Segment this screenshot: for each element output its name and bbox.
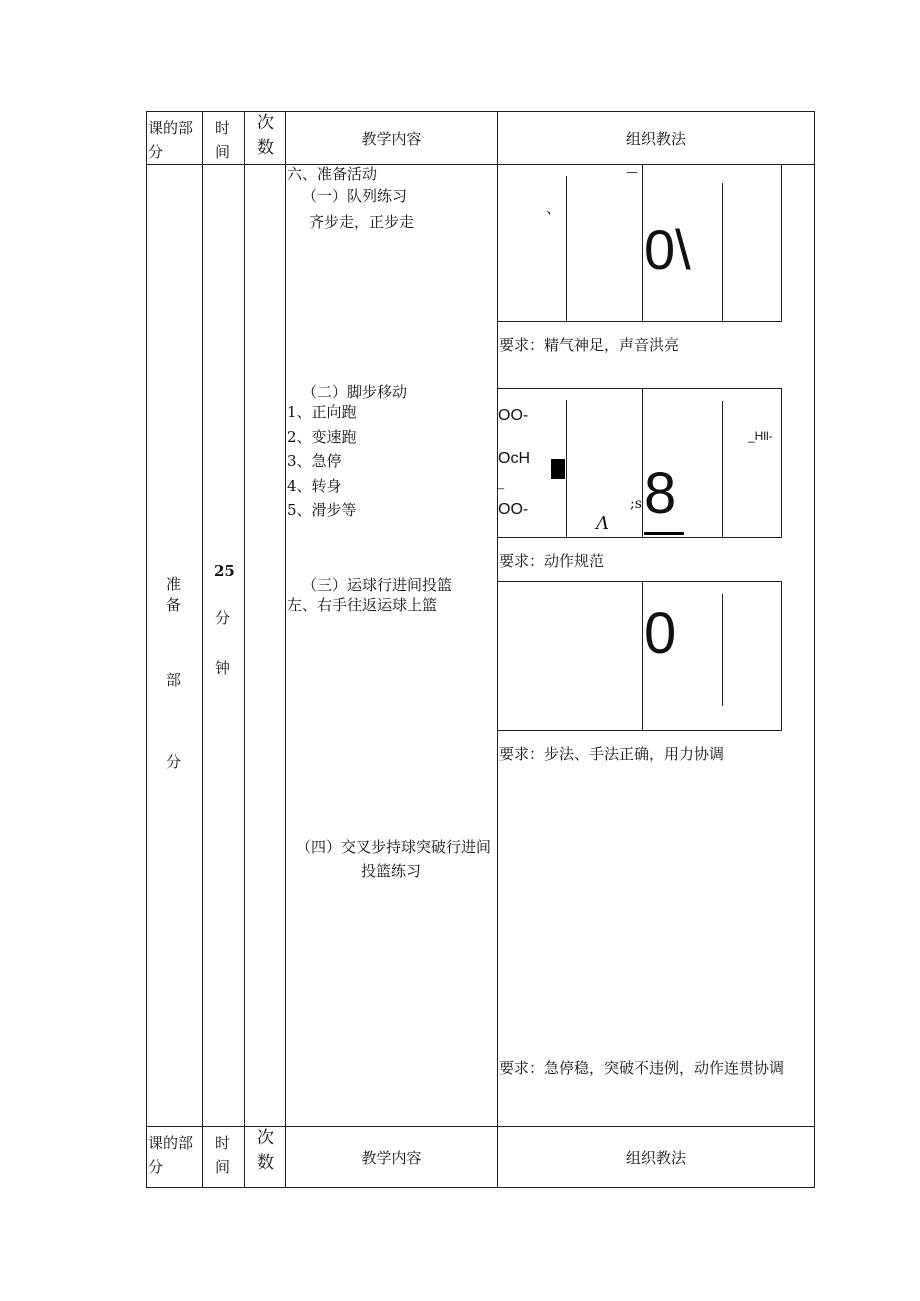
table-border-left bbox=[146, 111, 147, 1188]
diagram3-big-digit: 0 bbox=[644, 601, 677, 666]
diagram2-right-text: _Hll- bbox=[748, 429, 773, 443]
time-value: 25 bbox=[214, 562, 235, 580]
diagram3-line-d bbox=[781, 581, 782, 730]
footer-content: 教学内容 bbox=[361, 1149, 422, 1167]
time-char-1: 分 bbox=[215, 609, 231, 627]
col-divider-2 bbox=[244, 111, 245, 1188]
diagram2-line-b bbox=[642, 388, 643, 537]
requirement-2: 要求：动作规范 bbox=[499, 552, 605, 570]
diagram1-big-text: 0\ bbox=[644, 218, 691, 281]
header-count-line2: 数 bbox=[257, 138, 274, 158]
header-time-line1: 时 bbox=[215, 119, 231, 137]
diagram3-top-line bbox=[497, 581, 782, 582]
diagram2-top-line bbox=[497, 388, 782, 389]
requirement-4: 要求：急停稳，突破不违例，动作连贯协调 bbox=[499, 1059, 785, 1077]
content-sub2-title: （二）脚步移动 bbox=[302, 383, 408, 401]
diagram2-line-d bbox=[781, 388, 782, 537]
footer-part-line1: 课的部 bbox=[148, 1134, 194, 1152]
diagram2-row3: OO- bbox=[498, 501, 529, 518]
content-sub1-item: 齐步走，正步走 bbox=[309, 213, 415, 231]
diagram2-bottom-line bbox=[497, 537, 782, 538]
part-char-3: 部 bbox=[166, 671, 182, 689]
footer-row-divider bbox=[146, 1126, 815, 1127]
content-sub2-item-3: 3、急停 bbox=[287, 452, 342, 470]
header-method: 组织教法 bbox=[625, 130, 686, 148]
diagram1-bottom-line bbox=[497, 321, 782, 322]
diagram3-line-c bbox=[722, 594, 723, 706]
footer-time-line2: 间 bbox=[215, 1158, 231, 1176]
diagram2-lambda: Λ bbox=[596, 513, 609, 534]
content-sub2-item-5: 5、滑步等 bbox=[287, 501, 357, 519]
header-time-line2: 间 bbox=[215, 143, 231, 161]
diagram1-line-c bbox=[722, 183, 723, 321]
part-char-1: 准 bbox=[166, 575, 182, 593]
diagram1-tick: 、 bbox=[546, 199, 562, 217]
content-heading: 六、准备活动 bbox=[287, 165, 378, 183]
diagram2-marker-block bbox=[551, 459, 565, 479]
diagram3-bottom-line bbox=[497, 730, 782, 731]
diagram2-semicolon: ;s bbox=[630, 496, 642, 512]
diagram2-big-digit: 8 bbox=[644, 461, 677, 526]
header-row-divider bbox=[146, 164, 815, 165]
content-sub2-item-1: 1、正向跑 bbox=[287, 403, 357, 421]
diagram2-row1: OO- bbox=[498, 407, 529, 424]
col-divider-3 bbox=[285, 111, 286, 1188]
table-border-top bbox=[146, 111, 815, 112]
diagram1-line-d bbox=[781, 164, 782, 321]
diagram3-line-b bbox=[642, 581, 643, 730]
footer-time-line1: 时 bbox=[215, 1134, 231, 1152]
header-count-line1: 次 bbox=[257, 113, 274, 133]
diagram1-line-b bbox=[642, 164, 643, 321]
diagram2-line-a bbox=[566, 400, 567, 537]
diagram2-row2: OcH bbox=[498, 450, 530, 467]
requirement-1: 要求：精气神足，声音洪亮 bbox=[499, 336, 680, 354]
diagram1-dash: — bbox=[626, 165, 638, 179]
col-divider-1 bbox=[202, 111, 203, 1188]
diagram2-digit-underline bbox=[644, 532, 684, 535]
footer-count-line1: 次 bbox=[257, 1128, 274, 1148]
content-sub3-item: 左、右手往返运球上篮 bbox=[287, 596, 438, 614]
part-char-4: 分 bbox=[166, 753, 182, 771]
diagram1-line-a bbox=[566, 176, 567, 321]
content-sub1-title: （一）队列练习 bbox=[302, 187, 408, 205]
part-char-2: 备 bbox=[166, 596, 182, 614]
header-content: 教学内容 bbox=[361, 130, 422, 148]
col-divider-4 bbox=[497, 111, 498, 1188]
header-part-line2: 分 bbox=[148, 143, 164, 161]
content-sub4-title-line2: 投篮练习 bbox=[361, 862, 422, 880]
header-part-line1: 课的部 bbox=[148, 119, 194, 137]
content-sub4-title-line1: （四）交叉步持球突破行进间 bbox=[296, 838, 492, 856]
content-sub3-title: （三）运球行进间投篮 bbox=[302, 576, 453, 594]
table-border-right bbox=[814, 111, 815, 1188]
time-char-2: 钟 bbox=[215, 659, 231, 677]
footer-method: 组织教法 bbox=[625, 1149, 686, 1167]
table-border-bottom bbox=[146, 1187, 815, 1188]
requirement-3: 要求：步法、手法正确，用力协调 bbox=[499, 745, 725, 763]
footer-count-line2: 数 bbox=[257, 1153, 274, 1173]
diagram2-line-c bbox=[722, 401, 723, 537]
content-sub2-item-2: 2、变速跑 bbox=[287, 428, 357, 446]
footer-part-line2: 分 bbox=[148, 1158, 164, 1176]
diagram2-small-dash: _ bbox=[498, 478, 505, 490]
content-sub2-item-4: 4、转身 bbox=[287, 477, 342, 495]
